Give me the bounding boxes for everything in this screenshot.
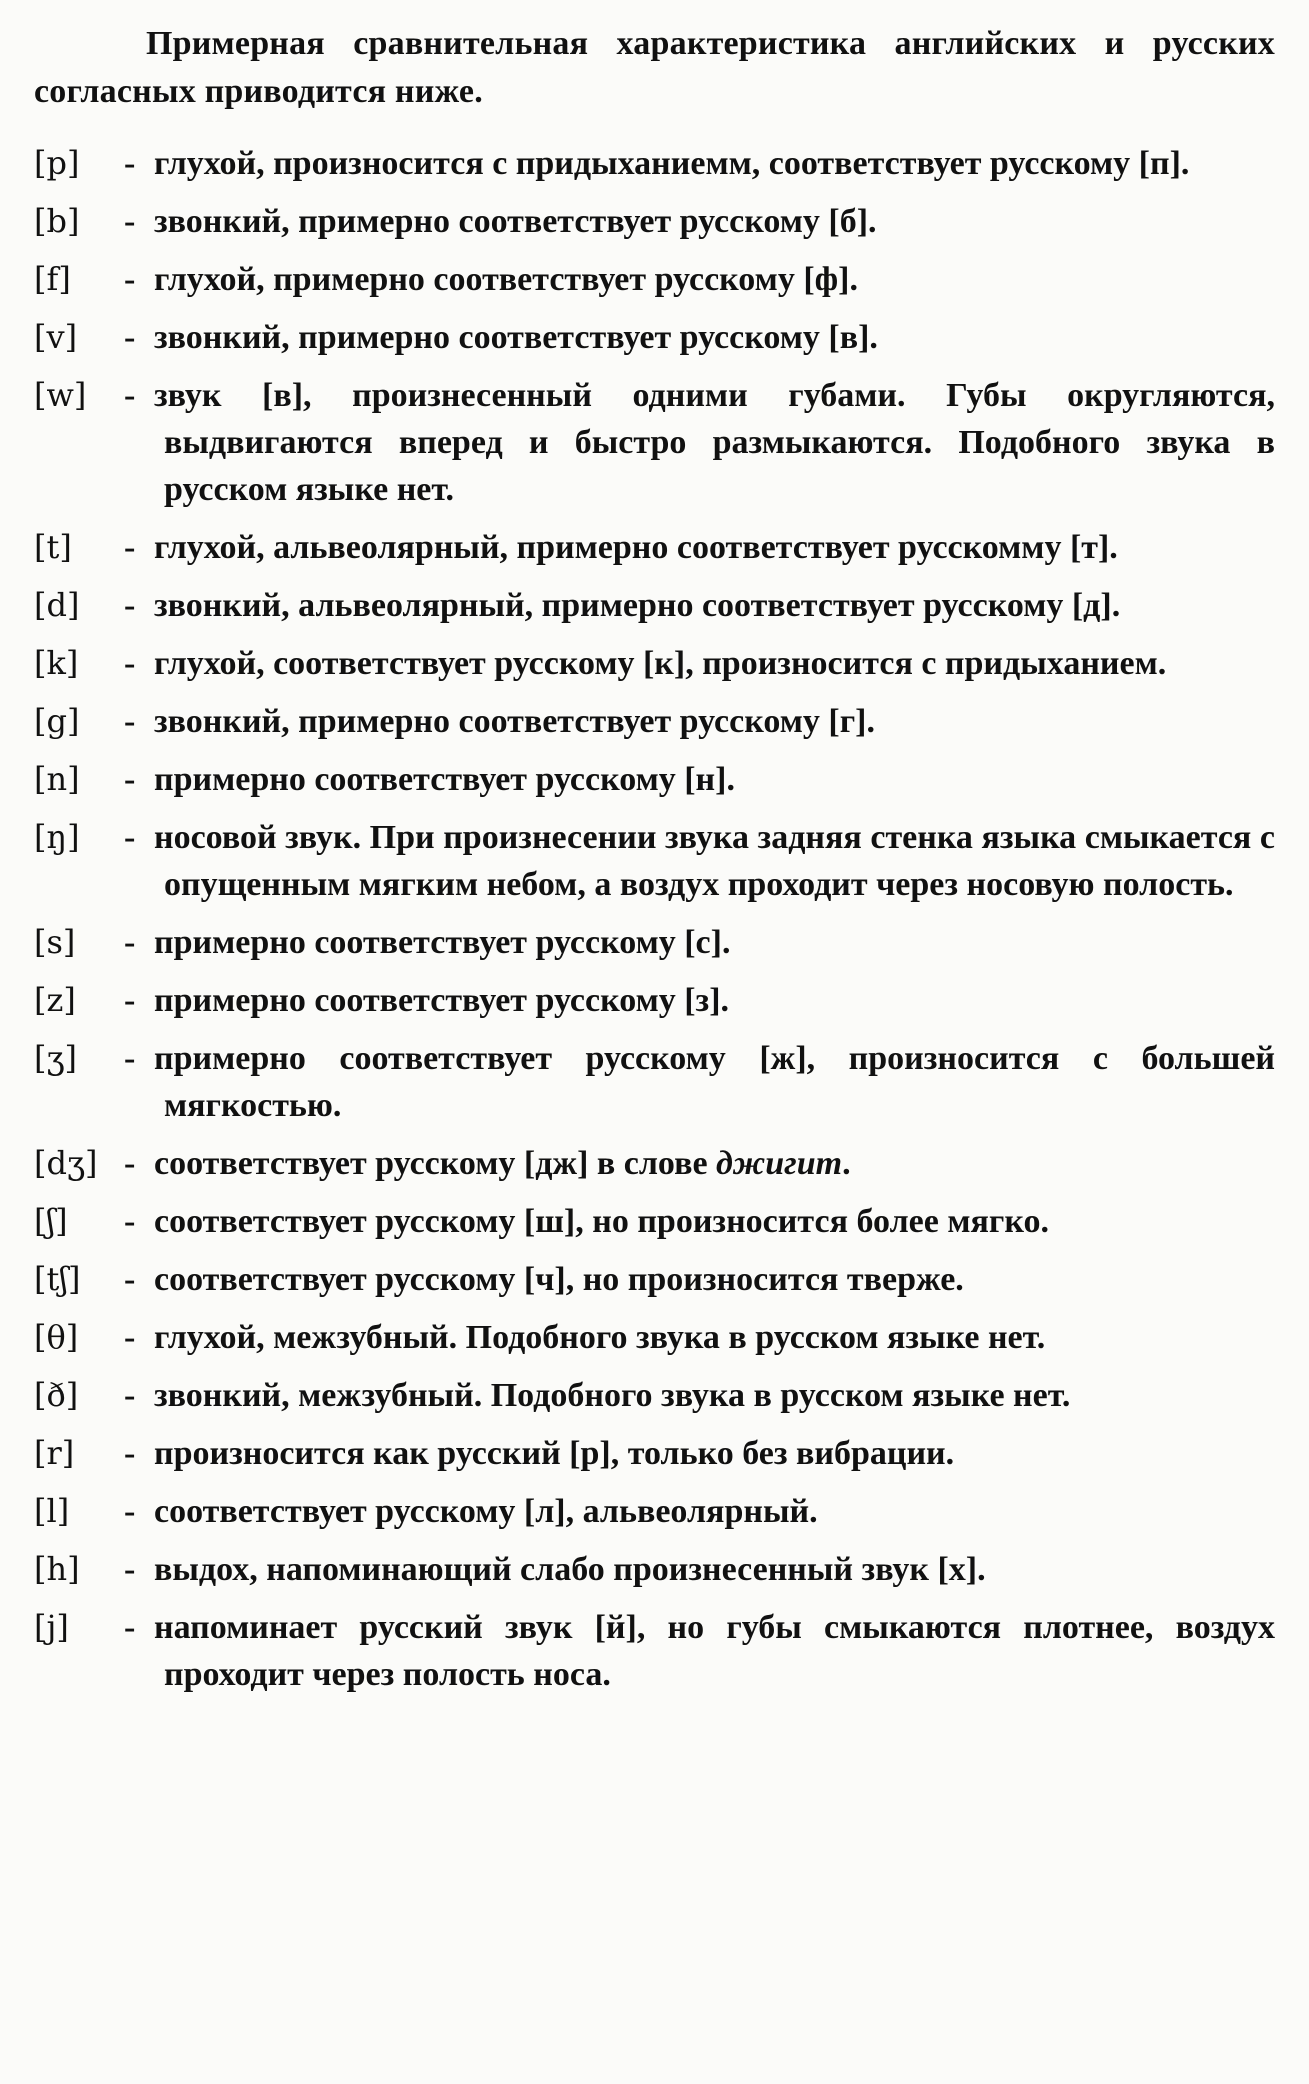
description-text: глухой, примерно соответствует русскому [ф]. [154, 261, 858, 298]
consonant-entry [34, 1604, 1275, 1698]
description-text: глухой, альвеолярный, примерно соответствует русскомму [т]. [154, 529, 1118, 566]
consonant-description [154, 140, 1275, 187]
entry-dash: - [124, 1551, 136, 1588]
entry-dash: - [124, 982, 136, 1019]
description-text: звонкий, примерно соответствует русскому [г]. [154, 703, 875, 740]
consonant-description [154, 1198, 1275, 1245]
consonant-entry [34, 582, 1275, 629]
phonetic-symbol: [r] [34, 1434, 75, 1472]
description-text: произносится как русский [р], только без вибрации. [154, 1435, 955, 1472]
consonant-description [154, 582, 1275, 629]
entry-dash: - [124, 587, 136, 624]
consonant-description [154, 524, 1275, 571]
phonetic-symbol: [d] [34, 586, 80, 624]
description-text: носовой звук. При произнесении звука задняя стенка языка смыкается с опущенным мягким небом, а воздух проходит через носовую полость. [154, 819, 1275, 903]
phonetic-symbol: [v] [34, 318, 78, 356]
entry-dash: - [124, 924, 136, 961]
entry-dash: - [124, 1040, 136, 1077]
phonetic-symbol: [k] [34, 644, 79, 682]
description-text: звонкий, альвеолярный, примерно соответствует русскому [д]. [154, 587, 1121, 624]
consonant-description [154, 1140, 1275, 1187]
entry-dash: - [124, 645, 136, 682]
entry-dash: - [124, 1261, 136, 1298]
description-text: примерно соответствует русскому [с]. [154, 924, 731, 961]
consonant-description [154, 1604, 1275, 1698]
description-end: . [842, 1145, 851, 1182]
consonant-entry [34, 314, 1275, 361]
consonant-description [154, 814, 1275, 908]
phonetic-symbol: [p] [34, 144, 80, 182]
phonetic-symbol: [tʃ] [34, 1260, 81, 1298]
consonant-entry [34, 198, 1275, 245]
consonant-description [154, 372, 1275, 513]
phonetic-symbol: [w] [34, 376, 87, 414]
consonant-entry [34, 640, 1275, 687]
consonant-description [154, 1546, 1275, 1593]
consonant-entry [34, 756, 1275, 803]
phonetic-symbol: [z] [34, 981, 76, 1019]
entry-dash: - [124, 1377, 136, 1414]
consonant-description [154, 640, 1275, 687]
entry-dash: - [124, 1203, 136, 1240]
phonetic-symbol: [h] [34, 1550, 80, 1588]
entry-dash: - [124, 203, 136, 240]
consonant-entry [34, 1140, 1275, 1187]
description-text: примерно соответствует русскому [н]. [154, 761, 735, 798]
description-text: звонкий, примерно соответствует русскому [в]. [154, 319, 878, 356]
consonant-entry [34, 919, 1275, 966]
consonant-description [154, 698, 1275, 745]
consonant-entry [34, 814, 1275, 908]
consonant-entry [34, 372, 1275, 513]
consonant-entry [34, 256, 1275, 303]
consonant-description [154, 977, 1275, 1024]
entry-dash: - [124, 145, 136, 182]
entry-dash: - [124, 1319, 136, 1356]
consonant-description [154, 198, 1275, 245]
description-text: звонкий, примерно соответствует русскому [б]. [154, 203, 877, 240]
description-text: соответствует русскому [ч], но произносится тверже. [154, 1261, 964, 1298]
description-text: соответствует русскому [ш], но произносится более мягко. [154, 1203, 1049, 1240]
phonetic-symbol: [dʒ] [34, 1144, 98, 1182]
entry-dash: - [124, 1493, 136, 1530]
consonant-entry [34, 977, 1275, 1024]
consonant-description [154, 919, 1275, 966]
description-text: примерно соответствует русскому [ж], произносится с большей мягкостью. [154, 1040, 1275, 1124]
consonant-entry [34, 1372, 1275, 1419]
consonant-description [154, 756, 1275, 803]
entry-dash: - [124, 703, 136, 740]
consonant-entry [34, 1314, 1275, 1361]
phonetic-symbol: [b] [34, 202, 80, 240]
consonant-description [154, 1430, 1275, 1477]
phonetic-symbol: [s] [34, 923, 76, 961]
consonant-entry [34, 1546, 1275, 1593]
description-text: выдох, напоминающий слабо произнесенный звук [х]. [154, 1551, 986, 1588]
consonant-entry [34, 1256, 1275, 1303]
intro-paragraph: Примерная сравнительная характеристика английских и русских согласных приводится ниже. [34, 25, 1275, 110]
phonetic-symbol: [n] [34, 760, 80, 798]
description-text: глухой, произносится с придыханиемм, соответствует русскому [п]. [154, 145, 1190, 182]
consonant-entry [34, 698, 1275, 745]
phonetic-symbol: [ŋ] [34, 818, 80, 856]
example-word: джигит [716, 1145, 843, 1182]
consonant-entry [34, 1035, 1275, 1129]
phonetic-symbol: [ʃ] [34, 1202, 68, 1240]
consonant-description [154, 256, 1275, 303]
phonetic-symbol: [f] [34, 260, 71, 298]
phonetic-symbol: [ʒ] [34, 1039, 78, 1077]
description-text: соответствует русскому [дж] в слове [154, 1145, 717, 1182]
phonetic-symbol: [θ] [34, 1318, 79, 1356]
phonetic-symbol: [j] [34, 1608, 69, 1646]
description-text: соответствует русскому [л], альвеолярный. [154, 1493, 818, 1530]
entry-dash: - [124, 819, 136, 856]
consonant-entry [34, 1488, 1275, 1535]
entry-dash: - [124, 1435, 136, 1472]
entry-dash: - [124, 261, 136, 298]
consonant-description [154, 1314, 1275, 1361]
entry-dash: - [124, 761, 136, 798]
entry-dash: - [124, 377, 136, 414]
consonant-entry [34, 140, 1275, 187]
description-text: примерно соответствует русскому [з]. [154, 982, 730, 1019]
consonant-description [154, 1488, 1275, 1535]
consonant-entry [34, 1198, 1275, 1245]
phonetic-symbol: [l] [34, 1492, 70, 1530]
phonetic-symbol: [g] [34, 702, 80, 740]
consonant-description [154, 314, 1275, 361]
description-text: глухой, соответствует русскому [к], произносится с придыханием. [154, 645, 1167, 682]
entry-dash: - [124, 1145, 136, 1182]
consonant-list [34, 140, 1275, 1709]
entry-dash: - [124, 1609, 136, 1646]
description-text: напоминает русский звук [й], но губы смыкаются плотнее, воздух проходит через полость носа. [154, 1609, 1275, 1693]
consonant-description [154, 1372, 1275, 1419]
phonetic-symbol: [ð] [34, 1376, 79, 1414]
description-text: глухой, межзубный. Подобного звука в русском языке нет. [154, 1319, 1046, 1356]
consonant-description [154, 1035, 1275, 1129]
description-text: звонкий, межзубный. Подобного звука в русском языке нет. [154, 1377, 1071, 1414]
consonant-entry [34, 1430, 1275, 1477]
consonant-entry [34, 524, 1275, 571]
phonetic-symbol: [t] [34, 528, 72, 566]
consonant-description [154, 1256, 1275, 1303]
entry-dash: - [124, 319, 136, 356]
entry-dash: - [124, 529, 136, 566]
description-text: звук [в], произнесенный одними губами. Губы округляются, выдвигаются вперед и быстро размыкаются. Подобного звука в русском языке нет. [154, 377, 1275, 508]
